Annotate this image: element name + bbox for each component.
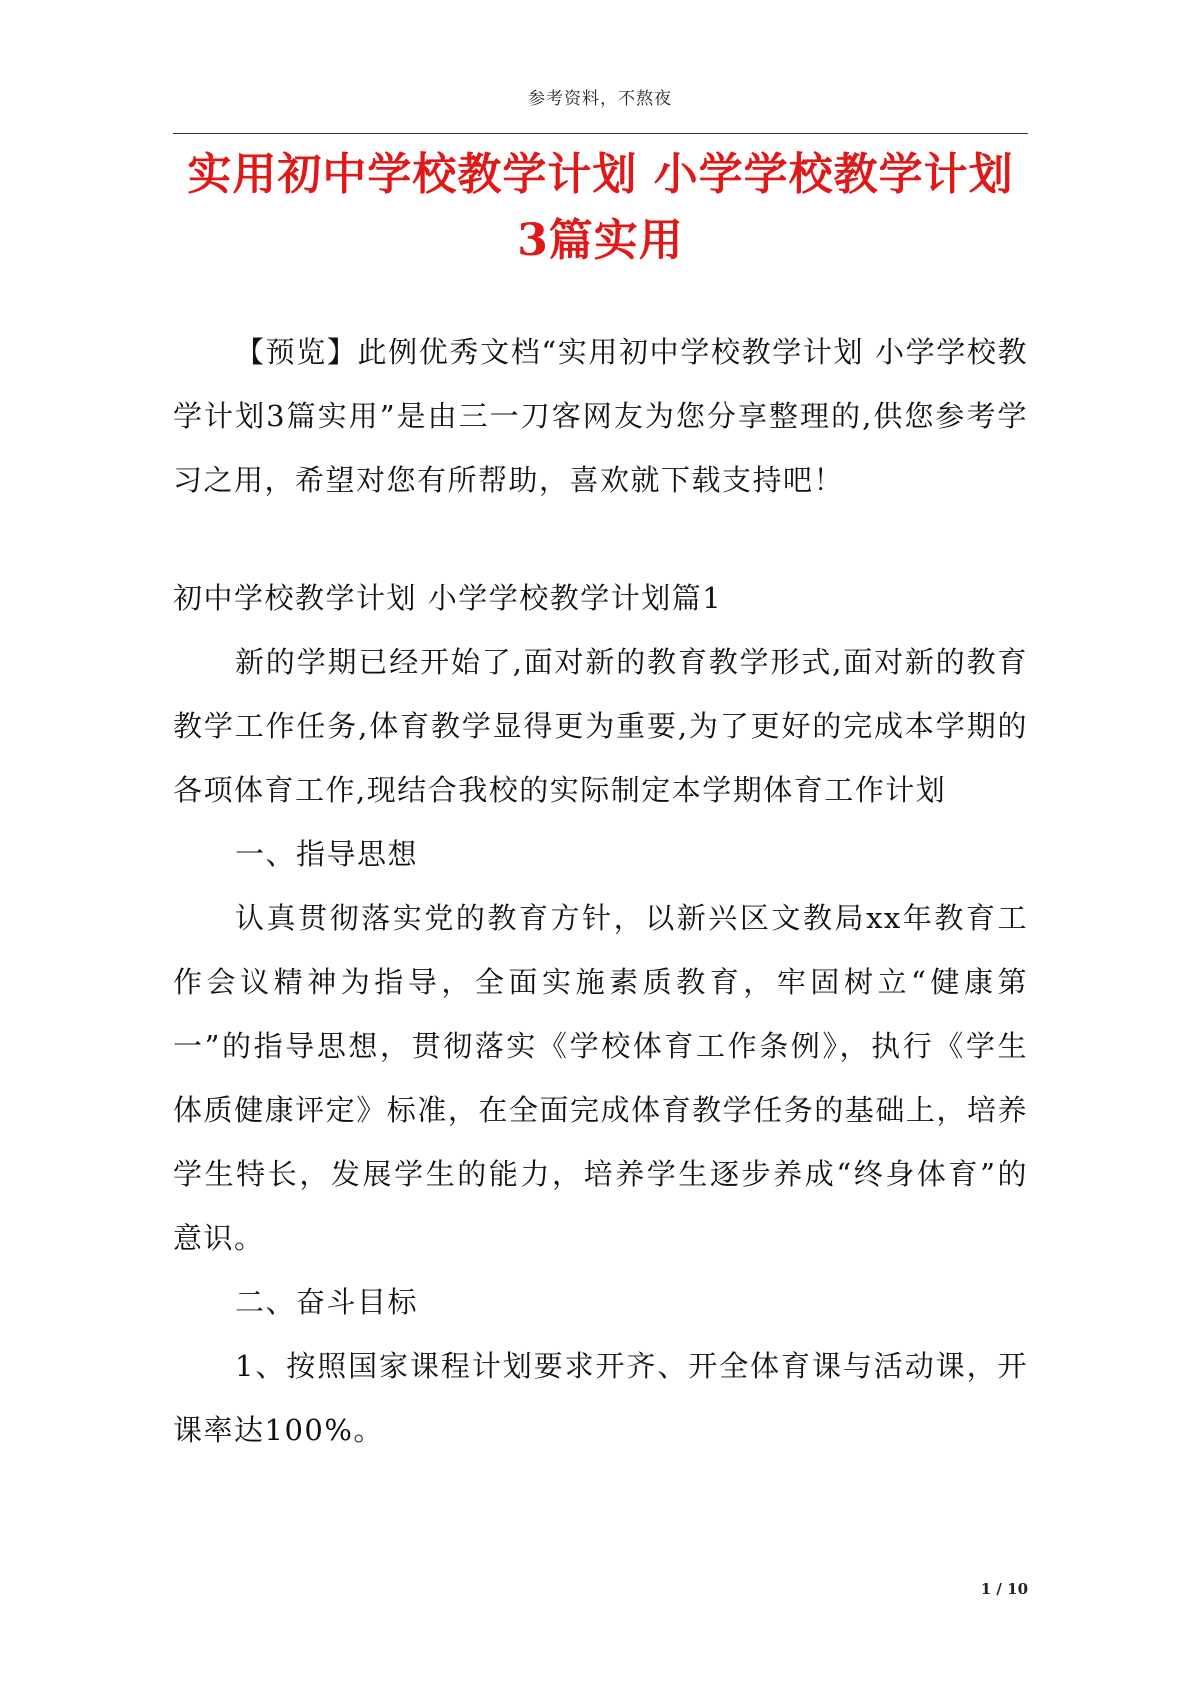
preview-paragraph: 【预览】此例优秀文档“实用初中学校教学计划 小学学校教学计划3篇实用”是由三一刀客网友为您分享整理的,供您参考学习之用，希望对您有所帮助，喜欢就下载支持吧！ (173, 335, 1028, 497)
section-heading: 初中学校教学计划 小学学校教学计划篇1 (173, 581, 723, 615)
body-paragraph-intro: 新的学期已经开始了,面对新的教育教学形式,面对新的教育教学工作任务,体育教学显得更为重要,为了更好的完成本学期的各项体育工作,现结合我校的实际制定本学期体育工作计划 (173, 645, 1028, 807)
header-divider (173, 133, 1028, 134)
running-header: 参考资料，不熬夜 (528, 89, 672, 109)
document-body (173, 320, 1028, 1462)
page-number: 1 / 10 (980, 1580, 1028, 1598)
body-paragraph-goal-1: 1、按照国家课程计划要求开齐、开全体育课与活动课，开课率达100%。 (173, 1349, 1028, 1447)
body-paragraph-guiding-thought: 认真贯彻落实党的教育方针，以新兴区文教局xx年教育工作会议精神为指导，全面实施素质教育，牢固树立“健康第一”的指导思想，贯彻落实《学校体育工作条例》，执行《学生体质健康评定》标准，在全面完成体育教学任务的基础上，培养学生特长，发展学生的能力，培养学生逐步养成“终身体育”的意识。 (173, 901, 1028, 1255)
subheading-guiding-thought: 一、指导思想 (235, 837, 419, 871)
document-title: 实用初中学校教学计划 小学学校教学计划3篇实用 (187, 149, 1014, 266)
subheading-goals: 二、奋斗目标 (235, 1285, 419, 1319)
